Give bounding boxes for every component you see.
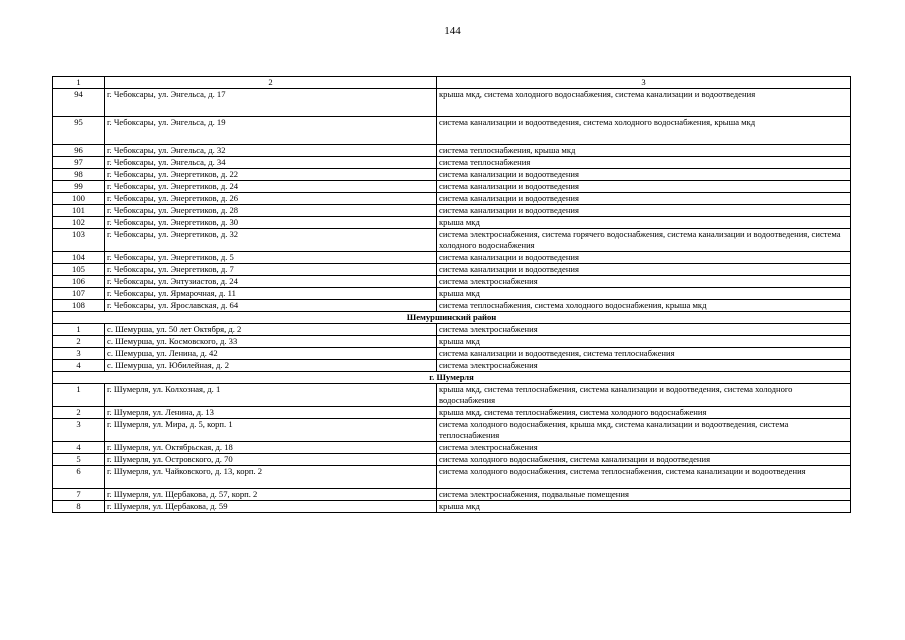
row-number-cell: 7 — [53, 489, 105, 501]
row-number-cell: 105 — [53, 264, 105, 276]
address-cell: г. Чебоксары, ул. Энергетиков, д. 22 — [105, 169, 437, 181]
row-number-cell: 3 — [53, 419, 105, 442]
systems-cell: крыша мкд, система теплоснабжения, система холодного водоснабжения — [437, 407, 851, 419]
table-row — [53, 360, 851, 372]
systems-cell: крыша мкд — [437, 217, 851, 229]
row-number-cell: 4 — [53, 442, 105, 454]
table-row — [53, 348, 851, 360]
address-cell: г. Чебоксары, ул. Энергетиков, д. 7 — [105, 264, 437, 276]
section-header-row — [53, 372, 851, 384]
table-row — [53, 145, 851, 157]
systems-cell: система электроснабжения — [437, 324, 851, 336]
table-row — [53, 288, 851, 300]
table-header-row — [53, 77, 851, 89]
row-number-cell: 95 — [53, 117, 105, 145]
systems-cell: система теплоснабжения, крыша мкд — [437, 145, 851, 157]
table-row — [53, 169, 851, 181]
address-cell: г. Шумерля, ул. Чайковского, д. 13, корп. 2 — [105, 466, 437, 489]
systems-cell: система канализации и водоотведения — [437, 252, 851, 264]
address-cell: г. Шумерля, ул. Колхозная, д. 1 — [105, 384, 437, 407]
housing-systems-table — [52, 76, 851, 513]
systems-cell: крыша мкд — [437, 336, 851, 348]
table-row — [53, 419, 851, 442]
systems-cell: система канализации и водоотведения, система теплоснабжения — [437, 348, 851, 360]
address-cell: г. Чебоксары, ул. Энгельса, д. 17 — [105, 89, 437, 117]
row-number-cell: 1 — [53, 324, 105, 336]
row-number-cell: 97 — [53, 157, 105, 169]
address-cell: г. Чебоксары, ул. Энгельса, д. 19 — [105, 117, 437, 145]
systems-cell: система теплоснабжения — [437, 157, 851, 169]
address-cell: с. Шемурша, ул. Юбилейная, д. 2 — [105, 360, 437, 372]
address-cell: с. Шемурша, ул. Космовского, д. 33 — [105, 336, 437, 348]
systems-cell: система электроснабжения — [437, 276, 851, 288]
table-row — [53, 442, 851, 454]
page-number: 144 — [444, 25, 461, 37]
systems-cell: система канализации и водоотведения — [437, 205, 851, 217]
row-number-cell: 2 — [53, 407, 105, 419]
address-cell: г. Чебоксары, ул. Энтузиастов, д. 24 — [105, 276, 437, 288]
row-number-cell: 4 — [53, 360, 105, 372]
table-row — [53, 217, 851, 229]
row-number-cell: 1 — [53, 384, 105, 407]
row-number-cell: 102 — [53, 217, 105, 229]
row-number-cell: 101 — [53, 205, 105, 217]
systems-cell: система электроснабжения — [437, 360, 851, 372]
address-cell: г. Шумерля, ул. Ленина, д. 13 — [105, 407, 437, 419]
systems-cell: система электроснабжения, подвальные помещения — [437, 489, 851, 501]
address-cell: г. Чебоксары, ул. Энгельса, д. 32 — [105, 145, 437, 157]
address-cell: г. Шумерля, ул. Островского, д. 70 — [105, 454, 437, 466]
section-header-row — [53, 312, 851, 324]
address-cell: с. Шемурша, ул. 50 лет Октября, д. 2 — [105, 324, 437, 336]
systems-cell: система канализации и водоотведения, система холодного водоснабжения, крыша мкд — [437, 117, 851, 145]
row-number-cell: 3 — [53, 348, 105, 360]
address-cell: г. Чебоксары, ул. Энергетиков, д. 24 — [105, 181, 437, 193]
column-header-3: 3 — [437, 77, 851, 89]
address-cell: г. Шумерля, ул. Мира, д. 5, корп. 1 — [105, 419, 437, 442]
table-row — [53, 501, 851, 513]
address-cell: г. Чебоксары, ул. Энергетиков, д. 30 — [105, 217, 437, 229]
address-cell: г. Чебоксары, ул. Энергетиков, д. 5 — [105, 252, 437, 264]
table-row — [53, 157, 851, 169]
table-row — [53, 336, 851, 348]
row-number-cell: 100 — [53, 193, 105, 205]
systems-cell: система холодного водоснабжения, крыша мкд, система канализации и водоотведения, система теплоснабжения — [437, 419, 851, 442]
row-number-cell: 98 — [53, 169, 105, 181]
row-number-cell: 108 — [53, 300, 105, 312]
address-cell: г. Чебоксары, ул. Ярославская, д. 64 — [105, 300, 437, 312]
address-cell: г. Чебоксары, ул. Ярмарочная, д. 11 — [105, 288, 437, 300]
address-cell: г. Чебоксары, ул. Энергетиков, д. 28 — [105, 205, 437, 217]
table-row — [53, 324, 851, 336]
systems-cell: система канализации и водоотведения — [437, 264, 851, 276]
row-number-cell: 8 — [53, 501, 105, 513]
row-number-cell: 6 — [53, 466, 105, 489]
address-cell: г. Шумерля, ул. Щербакова, д. 57, корп. 2 — [105, 489, 437, 501]
row-number-cell: 99 — [53, 181, 105, 193]
address-cell: г. Чебоксары, ул. Энгельса, д. 34 — [105, 157, 437, 169]
table-row — [53, 264, 851, 276]
systems-cell: система теплоснабжения, система холодного водоснабжения, крыша мкд — [437, 300, 851, 312]
table-row — [53, 466, 851, 489]
row-number-cell: 5 — [53, 454, 105, 466]
row-number-cell: 106 — [53, 276, 105, 288]
table-row — [53, 489, 851, 501]
table-row — [53, 89, 851, 117]
systems-cell: крыша мкд, система холодного водоснабжения, система канализации и водоотведения — [437, 89, 851, 117]
systems-cell: крыша мкд — [437, 288, 851, 300]
address-cell: г. Чебоксары, ул. Энергетиков, д. 32 — [105, 229, 437, 252]
row-number-cell: 103 — [53, 229, 105, 252]
systems-cell: система холодного водоснабжения, система канализации и водоотведения — [437, 454, 851, 466]
systems-cell: система холодного водоснабжения, система теплоснабжения, система канализации и водоотведения — [437, 466, 851, 489]
table-row — [53, 205, 851, 217]
systems-cell: система канализации и водоотведения — [437, 169, 851, 181]
table-row — [53, 229, 851, 252]
section-title: Шемуршинский район — [53, 312, 851, 324]
row-number-cell: 96 — [53, 145, 105, 157]
table-row — [53, 300, 851, 312]
column-header-2: 2 — [105, 77, 437, 89]
table-row — [53, 454, 851, 466]
row-number-cell: 94 — [53, 89, 105, 117]
address-cell: г. Шумерля, ул. Щербакова, д. 59 — [105, 501, 437, 513]
column-header-1: 1 — [53, 77, 105, 89]
table-row — [53, 181, 851, 193]
table-row — [53, 384, 851, 407]
systems-cell: крыша мкд — [437, 501, 851, 513]
row-number-cell: 2 — [53, 336, 105, 348]
table-row — [53, 117, 851, 145]
row-number-cell: 107 — [53, 288, 105, 300]
systems-cell: система канализации и водоотведения — [437, 181, 851, 193]
table-row — [53, 276, 851, 288]
address-cell: г. Чебоксары, ул. Энергетиков, д. 26 — [105, 193, 437, 205]
address-cell: с. Шемурша, ул. Ленина, д. 42 — [105, 348, 437, 360]
systems-cell: система канализации и водоотведения — [437, 193, 851, 205]
table-row — [53, 407, 851, 419]
address-cell: г. Шумерля, ул. Октябрьская, д. 18 — [105, 442, 437, 454]
table-row — [53, 193, 851, 205]
systems-cell: система электроснабжения, система горячего водоснабжения, система канализации и водоотведения, система холодного водоснабжения — [437, 229, 851, 252]
systems-cell: крыша мкд, система теплоснабжения, система канализации и водоотведения, система холодного водоснабжения — [437, 384, 851, 407]
section-title: г. Шумерля — [53, 372, 851, 384]
row-number-cell: 104 — [53, 252, 105, 264]
table-row — [53, 252, 851, 264]
systems-cell: система электроснабжения — [437, 442, 851, 454]
